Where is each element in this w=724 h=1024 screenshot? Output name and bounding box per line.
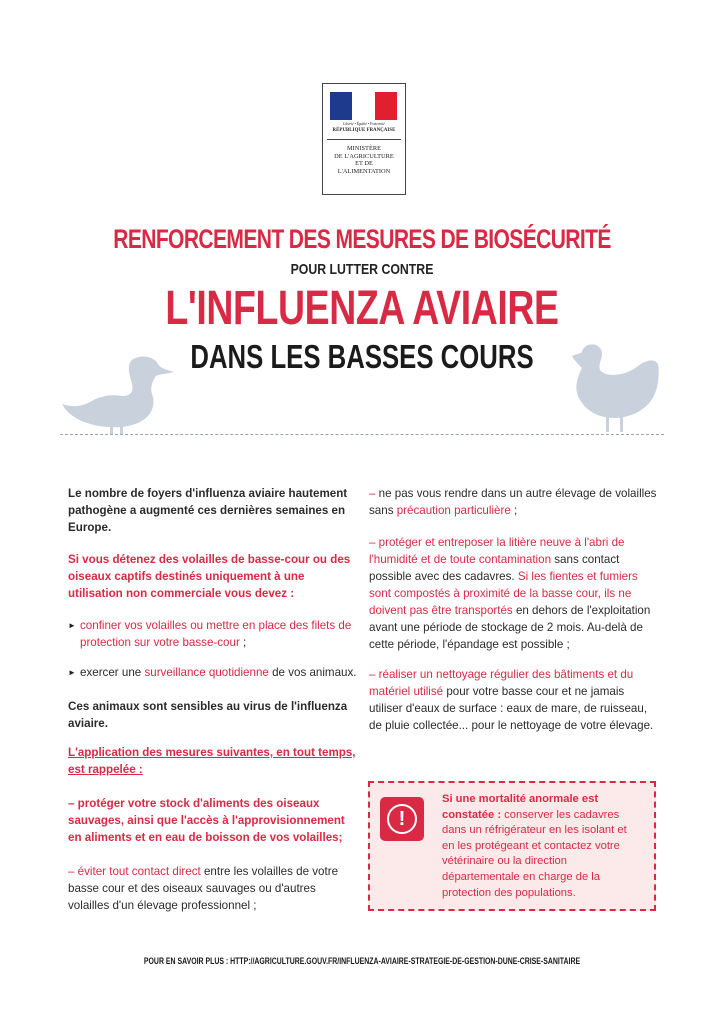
intro-paragraph: Le nombre de foyers d'influenza aviaire hautement pathogène a augmenté ces dernières semaines en Europe. xyxy=(68,487,348,534)
exclamation-icon: ! xyxy=(380,797,424,841)
measure-avoid-contact xyxy=(68,863,358,914)
bullet-surveillance-highlight: surveillance quotidienne xyxy=(144,666,269,679)
mortality-alert-heading: Si une mortalité anormale est constatée : xyxy=(442,793,599,821)
measure-avoid-contact-rest: entre les volailles de votre basse cour et des oiseaux sauvages ou d'autres volailles d'un élevage professionnel ; xyxy=(68,865,339,912)
logo-ministry: MINISTÈRE DE L'AGRICULTURE ET DE L'ALIMENTATION xyxy=(334,145,394,175)
measure-no-visit xyxy=(369,485,657,519)
logo-divider xyxy=(327,139,401,140)
title-line-3: L'INFLUENZA AVIAIRE xyxy=(165,282,559,335)
duck-icon xyxy=(60,352,180,436)
republic-logo xyxy=(322,83,406,195)
bullet-surveillance xyxy=(80,664,358,681)
measure-litter-highlight-1: protéger et entreposer la litière neuve à l'abri de l'humidité et de toute contamination xyxy=(369,536,625,566)
logo-motto: Liberté • Égalité • Fraternité xyxy=(343,122,385,126)
title-line-4: DANS LES BASSES COURS xyxy=(190,338,534,375)
chicken-icon xyxy=(566,340,662,436)
measure-no-visit-highlight: précaution particulière xyxy=(396,504,511,517)
measure-no-visit-b: ; xyxy=(510,504,518,517)
title-line-2: POUR LUTTER CONTRE xyxy=(290,261,434,278)
title-line-1: RENFORCEMENT DES MESURES DE BIOSÉCURITÉ xyxy=(113,224,611,254)
application-heading xyxy=(68,744,358,778)
measure-protect-stock: – protéger votre stock d'aliments des oiseaux sauvages, ainsi que l'accès à l'approvisionnement en aliments et en eau de boisson de vos volailles; xyxy=(68,795,358,846)
sensitive-paragraph: Ces animaux sont sensibles au virus de l'influenza aviaire. xyxy=(68,700,348,730)
measure-cleaning xyxy=(369,666,657,734)
bullet-confine-highlight: confiner vos volailles ou mettre en place des filets de protection sur votre basse-cour xyxy=(80,619,352,649)
measure-cleaning-highlight: réaliser un nettoyage régulier des bâtiments et du matériel utilisé xyxy=(369,668,634,698)
measure-no-visit-a: ne pas vous rendre dans un autre élevage de volailles sans xyxy=(369,487,657,517)
measure-litter-a: sans contact possible avec des cadavres. xyxy=(369,553,620,583)
footer-link[interactable]: HTTP://AGRICULTURE.GOUV.FR/INFLUENZA-AVIAIRE-STRATEGIE-DE-GESTION-DUNE-CRISE-SANITAIRE xyxy=(228,955,581,966)
mortality-alert-body: conserver les cadavres dans un réfrigérateur en les isolant et en les protégeant et contactez votre vétérinaire ou la direction départementale en charge de la protection des populations. xyxy=(442,808,627,899)
footer-more-info xyxy=(94,955,630,966)
measure-litter xyxy=(369,534,657,653)
ground-line xyxy=(60,434,664,435)
application-heading-text: L'application des mesures suivantes, en tout temps, est rappelée : xyxy=(68,746,356,776)
bullet-confine-end: ; xyxy=(239,636,247,649)
mortality-alert-text xyxy=(442,792,642,901)
measure-litter-b: en dehors de l'exploitation avant une période de stockage de 2 mois. Au-delà de cette période, l'épandage est possible ; xyxy=(369,604,651,651)
marianne-flag-icon xyxy=(330,92,397,120)
footer-label: POUR EN SAVOIR PLUS : xyxy=(143,955,229,966)
measure-cleaning-rest: pour votre basse cour et ne jamais utiliser d'eaux de surface : eaux de mare, de ruisseau, de pluie collectée... pour le nettoyage de votre élevage. xyxy=(369,685,654,732)
bullet-confine xyxy=(80,617,358,651)
measure-avoid-contact-highlight: éviter tout contact direct xyxy=(77,865,201,878)
logo-republic: RÉPUBLIQUE FRANÇAISE xyxy=(332,128,396,133)
bullet-surveillance-b: de vos animaux. xyxy=(268,666,357,679)
bullet-surveillance-a: exercer une xyxy=(80,666,145,679)
measure-litter-highlight-2: Si les fientes et fumiers sont compostés à proximité de la basse cour, ils ne doivent pas être transportés xyxy=(369,570,638,617)
owner-obligation: Si vous détenez des volailles de basse-cour ou des oiseaux captifs destinés uniquement à une utilisation non commerciale vous devez : xyxy=(68,553,351,600)
